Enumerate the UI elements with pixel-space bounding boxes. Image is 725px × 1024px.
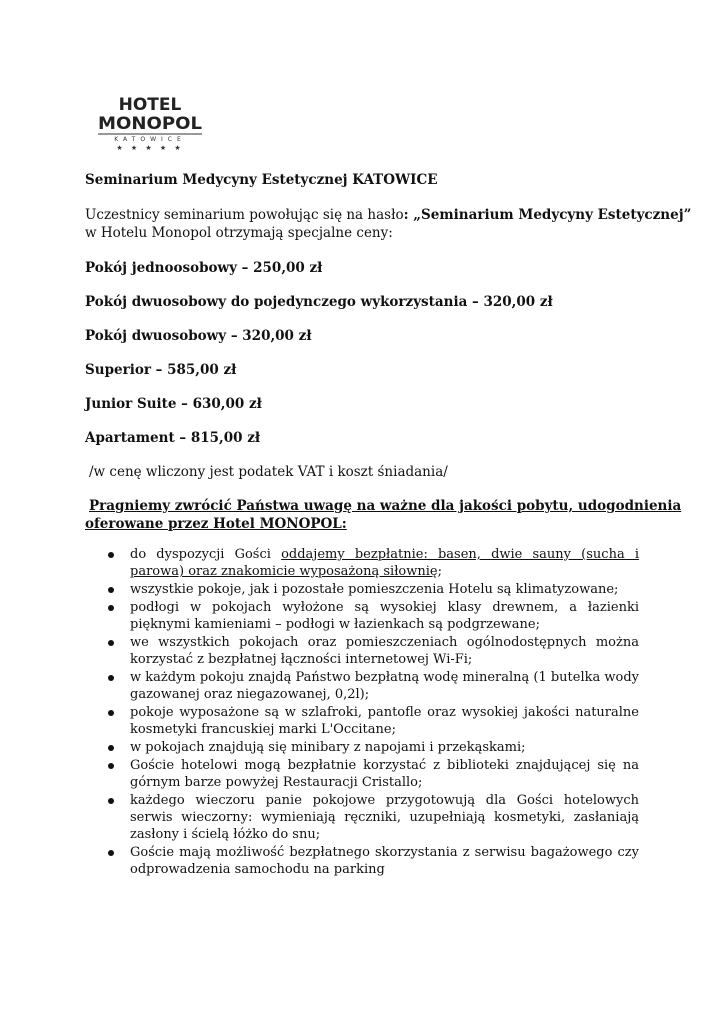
- document-title: Seminarium Medycyny Estetycznej KATOWICE: [85, 172, 438, 188]
- price-superior: Superior – 585,00 zł: [85, 362, 237, 378]
- bullet-icon: [108, 640, 114, 646]
- amenity-item: [104, 634, 639, 668]
- price-junior-suite: Junior Suite – 630,00 zł: [85, 396, 262, 412]
- amenity-item: [104, 792, 639, 843]
- amenity-item: [104, 581, 639, 598]
- amenity-text: pokoje wyposażone są w szlafroki, pantofle oraz wysokiej jakości naturalne kosmetyki francuskiej marki L'Occitane;: [130, 705, 639, 737]
- amenity-underlined-text: oddajemy bezpłatnie: basen, dwie sauny (sucha i parowa) oraz znakomicie wyposażoną siłownię: [130, 547, 640, 579]
- amenity-text: w każdym pokoju znajdą Państwo bezpłatną wodę mineralną (1 butelka wody gazowanej oraz niegazowanej, 0,2l);: [130, 670, 640, 702]
- amenity-text: Goście hotelowi mogą bezpłatnie korzystać z biblioteki znajdującej się na górnym barze powyżej Restauracji Cristallo;: [130, 758, 639, 790]
- amenity-item: [104, 757, 639, 791]
- price-double-room: Pokój dwuosobowy – 320,00 zł: [85, 328, 312, 344]
- bullet-icon: [108, 798, 114, 804]
- amenity-item: [104, 599, 639, 633]
- intro-line-2: w Hotelu Monopol otrzymają specjalne ceny:: [85, 225, 393, 241]
- amenity-text: w pokojach znajdują się minibary z napojami i przekąskami;: [130, 740, 526, 755]
- amenity-text: do dyspozycji Gości: [130, 547, 282, 562]
- logo-stars: ★ ★ ★ ★ ★: [116, 144, 184, 151]
- intro-text: Uczestnicy seminarium powołując się na hasło: [85, 207, 404, 223]
- bullet-icon: [108, 710, 114, 716]
- amenities-heading-line-1: Pragniemy zwrócić Państwa uwagę na ważne dla jakości pobytu, udogodnienia: [89, 498, 682, 514]
- logo-city: KATOWICE: [114, 136, 186, 143]
- price-apartment: Apartament – 815,00 zł: [85, 430, 261, 446]
- amenity-item: [104, 704, 639, 738]
- amenity-item: [104, 669, 639, 703]
- bullet-icon: [108, 587, 114, 593]
- bullet-icon: [108, 552, 114, 558]
- logo-line1: HOTEL: [118, 95, 182, 115]
- bullet-icon: [108, 675, 114, 681]
- intro-line-1: [85, 206, 691, 224]
- amenity-text: każdego wieczoru panie pokojowe przygotowują dla Gości hotelowych serwis wieczorny: wymieniają ręczniki, uzupełniają kosmetyki, zasłaniają zasłony i ścielą łóżko do snu;: [130, 793, 639, 842]
- amenity-item: [104, 546, 639, 580]
- amenities-heading-line-2: oferowane przez Hotel MONOPOL:: [85, 516, 347, 532]
- amenity-text: Goście mają możliwość bezpłatnego skorzystania z serwisu bagażowego czy odprowadzenia samochodu na parking: [130, 845, 639, 877]
- bullet-icon: [108, 605, 114, 611]
- amenity-text: wszystkie pokoje, jak i pozostałe pomieszczenia Hotelu są klimatyzowane;: [130, 582, 619, 597]
- price-double-single-use: Pokój dwuosobowy do pojedynczego wykorzystania – 320,00 zł: [85, 294, 553, 310]
- intro-colon: :: [403, 207, 409, 223]
- bullet-icon: [108, 850, 114, 856]
- bullet-icon: [108, 763, 114, 769]
- amenity-text: we wszystkich pokojach oraz pomieszczeniach ogólnodostępnych można korzystać z bezpłatnej łączności internetowej Wi-Fi;: [130, 635, 639, 667]
- amenity-item: [104, 844, 639, 878]
- hotel-monopol-logo: [94, 93, 206, 151]
- bullet-icon: [108, 745, 114, 751]
- amenities-list: [104, 546, 639, 879]
- vat-breakfast-note: /w cenę wliczony jest podatek VAT i koszt śniadania/: [89, 464, 448, 480]
- price-single-room: Pokój jednoosobowy – 250,00 zł: [85, 260, 323, 276]
- amenity-item: [104, 739, 639, 756]
- seminar-password: „Seminarium Medycyny Estetycznej”: [408, 207, 692, 223]
- logo-line2: MONOPOL: [98, 114, 203, 134]
- logo-graphic: [94, 93, 206, 151]
- amenity-text: podłogi w pokojach wyłożone są wysokiej klasy drewnem, a łazienki pięknymi kamieniami – podłogi w łazienkach są podgrzewane;: [130, 600, 639, 632]
- amenity-text-end: ;: [437, 564, 442, 579]
